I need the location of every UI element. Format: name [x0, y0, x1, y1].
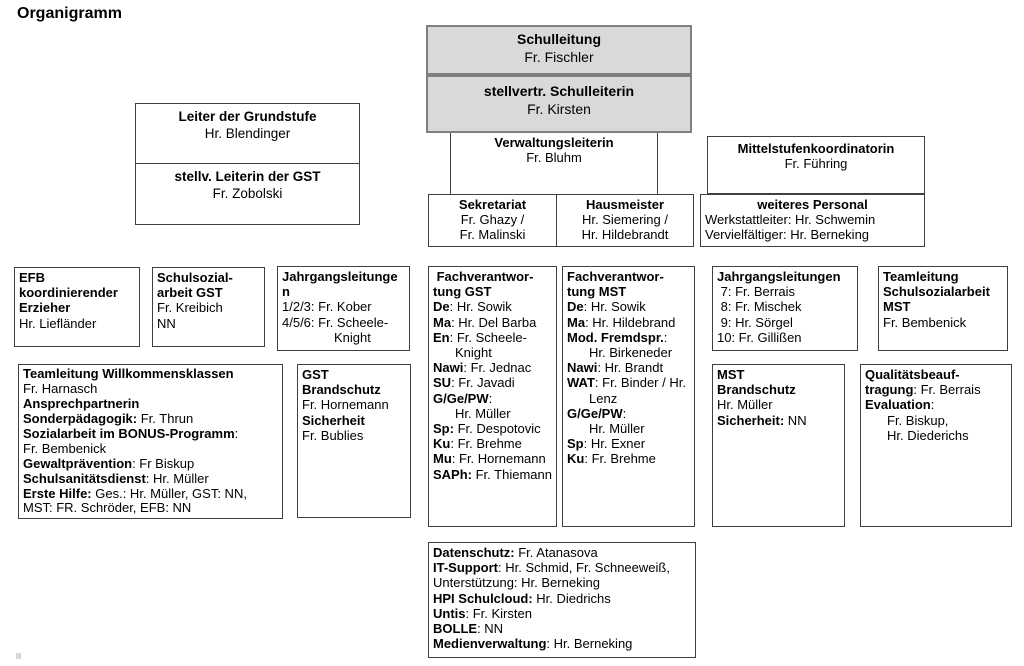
text-line: Sicherheit: NN: [717, 412, 807, 428]
text-line: Fachverantwor-: [567, 269, 664, 284]
text-line: Fr. Hornemann: [302, 397, 389, 413]
text-line: Schulsozialarbeit: [883, 284, 990, 300]
text-line: Hr. Siemering /: [582, 212, 668, 228]
box-jahrgangsleitungen-mst: [712, 266, 858, 351]
text-line: Hr. Hildebrandt: [581, 227, 669, 243]
text-line: MST: [717, 367, 745, 382]
text-line: weiteres Personal: [757, 197, 868, 212]
text-line: koordinierender: [19, 285, 118, 301]
text-line: De: Hr. Sowik: [567, 299, 646, 315]
box-mst-brandschutz: [712, 364, 845, 527]
box-verwaltungsleiterin: [450, 133, 658, 194]
text-line: Nawi: Hr. Brandt: [567, 360, 664, 376]
text-line: GST: [302, 367, 329, 382]
text-line: Ku: Fr. Brehme: [567, 451, 656, 467]
text-line: 1/2/3: Fr. Kober: [282, 299, 372, 315]
text-line: Ku: Fr. Brehme: [433, 436, 522, 452]
box-fachverantwortung-mst: [562, 266, 695, 527]
text-line: Fr. Zobolski: [212, 185, 283, 201]
text-line: Fr. Biskup,: [887, 412, 949, 428]
text-line: Evaluation:: [865, 397, 935, 413]
text-line: Fr. Bembenick: [883, 314, 967, 330]
text-line: Sicherheit: [302, 412, 365, 428]
text-line: Untis: Fr. Kirsten: [433, 605, 532, 621]
text-line: Brandschutz: [302, 382, 381, 398]
text-line: Fr. Harnasch: [23, 380, 98, 396]
text-line: Leiter der Grundstufe: [178, 109, 317, 124]
text-line: G/Ge/PW:: [433, 390, 493, 406]
text-line: Fr. Bembenick: [23, 440, 107, 456]
text-line: Hr. Liefländer: [19, 315, 97, 331]
text-line: Fr. Bublies: [302, 427, 364, 443]
box-mittelstufenkoordinatorin: [707, 136, 925, 194]
text-line: MST: FR. Schröder, EFB: NN: [23, 500, 192, 516]
text-line: Fachverantwor-: [433, 269, 534, 284]
text-line: SAPh: Fr. Thiemann: [433, 466, 552, 482]
text-line: Teamleitung Willkommensklassen: [23, 366, 234, 381]
text-line: Unterstützung: Hr. Berneking: [433, 575, 600, 591]
text-line: tragung: Fr. Berrais: [865, 382, 981, 398]
text-line: EFB: [19, 270, 45, 285]
text-line: Gewaltprävention: Fr Biskup: [23, 455, 195, 471]
text-line: Fr. Malinski: [459, 227, 526, 243]
cell-leiter-grundstufe: [136, 104, 359, 163]
text-line: Werkstattleiter: Hr. Schwemin: [705, 212, 876, 228]
text-line: Sonderpädagogik: Fr. Thrun: [23, 410, 194, 426]
box-sekretariat-hausmeister: [428, 194, 694, 247]
text-line: Fr. Fischler: [524, 48, 594, 65]
text-line: Mittelstufenkoordinatorin: [737, 141, 895, 156]
box-schulleitung: [426, 25, 692, 75]
text-line: 10: Fr. Gillißen: [717, 329, 802, 345]
text-line: Schulleitung: [517, 31, 601, 47]
text-line: Schulsozial-: [157, 270, 233, 285]
text-line: 7: Fr. Berrais: [717, 284, 796, 300]
text-line: Ansprechpartnerin: [23, 395, 140, 411]
text-line: Hr. Diederichs: [887, 427, 969, 443]
text-line: Mu: Fr. Hornemann: [433, 451, 546, 467]
text-line: Hr. Blendinger: [204, 125, 291, 141]
text-line: tung GST: [433, 284, 492, 300]
text-line: Fr. Ghazy /: [460, 212, 525, 228]
text-line: Lenz: [589, 390, 618, 406]
text-line: Ma: Hr. Hildebrand: [567, 314, 676, 330]
text-line: Fr. Führing: [784, 156, 848, 172]
text-line: Jahrgangsleitungen: [717, 269, 841, 284]
page-title: Organigramm: [17, 5, 122, 22]
text-line: MST: [883, 299, 911, 315]
box-teamleitung-schulsozialarbeit-mst: [878, 266, 1008, 351]
text-line: En: Fr. Scheele-: [433, 329, 527, 345]
text-line: Vervielfältiger: Hr. Berneking: [705, 227, 870, 243]
box-willkommensklassen: [18, 364, 283, 519]
text-line: BOLLE: NN: [433, 621, 504, 637]
text-line: 9: Hr. Sörgel: [717, 314, 793, 330]
text-line: Sp: Fr. Despotovic: [433, 421, 541, 437]
text-line: Ma: Hr. Del Barba: [433, 314, 537, 330]
box-stellv-schulleiterin: [426, 75, 692, 133]
text-line: 4/5/6: Fr. Scheele-: [282, 314, 389, 330]
text-line: Qualitätsbeauf-: [865, 367, 960, 382]
text-line: De: Hr. Sowik: [433, 299, 512, 315]
text-line: 8: Fr. Mischek: [717, 299, 802, 315]
text-line: SU: Fr. Javadi: [433, 375, 515, 391]
scan-artifact: [16, 653, 21, 659]
text-line: Hr. Müller: [717, 397, 773, 413]
text-line: Hr. Müller: [455, 405, 511, 421]
text-line: tung MST: [567, 284, 627, 300]
box-gst-brandschutz: [297, 364, 411, 518]
text-line: G/Ge/PW:: [567, 405, 627, 421]
text-line: arbeit GST: [157, 285, 223, 301]
text-line: Datenschutz: Fr. Atanasova: [433, 545, 598, 560]
cell-hausmeister: [556, 195, 693, 246]
text-line: IT-Support: Hr. Schmid, Fr. Schneeweiß,: [433, 560, 670, 576]
text-line: Knight: [455, 345, 492, 361]
text-line: Nawi: Fr. Jednac: [433, 360, 532, 376]
box-efb-erzieher: [14, 267, 140, 347]
text-line: Erste Hilfe: Ges.: Hr. Müller, GST: NN,: [23, 485, 247, 501]
text-line: HPI Schulcloud: Hr. Diedrichs: [433, 590, 611, 606]
text-line: Hr. Müller: [589, 421, 645, 437]
text-line: Hausmeister: [585, 197, 665, 212]
text-line: Medienverwaltung: Hr. Berneking: [433, 636, 633, 652]
text-line: Mod. Fremdspr.:: [567, 329, 668, 345]
box-jahrgangsleitungen-gst: [277, 266, 410, 351]
text-line: Fr. Kreibich: [157, 300, 223, 316]
text-line: Hr. Birkeneder: [589, 345, 673, 361]
text-line: Sekretariat: [458, 197, 527, 212]
text-line: NN: [157, 315, 176, 331]
text-line: Sozialarbeit im BONUS-Programm:: [23, 425, 239, 441]
text-line: Brandschutz: [717, 382, 796, 398]
text-line: Verwaltungsleiterin: [494, 135, 614, 150]
text-line: Schulsanitätsdienst: Hr. Müller: [23, 470, 209, 486]
box-grundstufe-leitung: [135, 103, 360, 225]
box-qualitaetsbeauftragung: [860, 364, 1012, 527]
cell-sekretariat: [429, 195, 556, 246]
box-schulsozialarbeit-gst: [152, 267, 265, 347]
text-line: Teamleitung: [883, 269, 959, 284]
text-line: Knight: [334, 329, 371, 345]
text-line: Jahrgangsleitunge: [282, 269, 398, 284]
text-line: stellvertr. Schulleiterin: [483, 83, 635, 99]
text-line: Fr. Bluhm: [526, 150, 582, 166]
text-line: stellv. Leiterin der GST: [174, 169, 321, 184]
box-it-datenschutz: [428, 542, 696, 658]
text-line: Fr. Kirsten: [527, 100, 591, 117]
box-fachverantwortung-gst: [428, 266, 557, 527]
text-line: WAT: Fr. Binder / Hr.: [567, 375, 686, 391]
text-line: Erzieher: [19, 300, 71, 316]
text-line: Sp: Hr. Exner: [567, 436, 646, 452]
text-line: n: [282, 284, 290, 300]
cell-stellv-leiterin-gst: [136, 163, 359, 224]
box-weiteres-personal: [700, 194, 925, 247]
